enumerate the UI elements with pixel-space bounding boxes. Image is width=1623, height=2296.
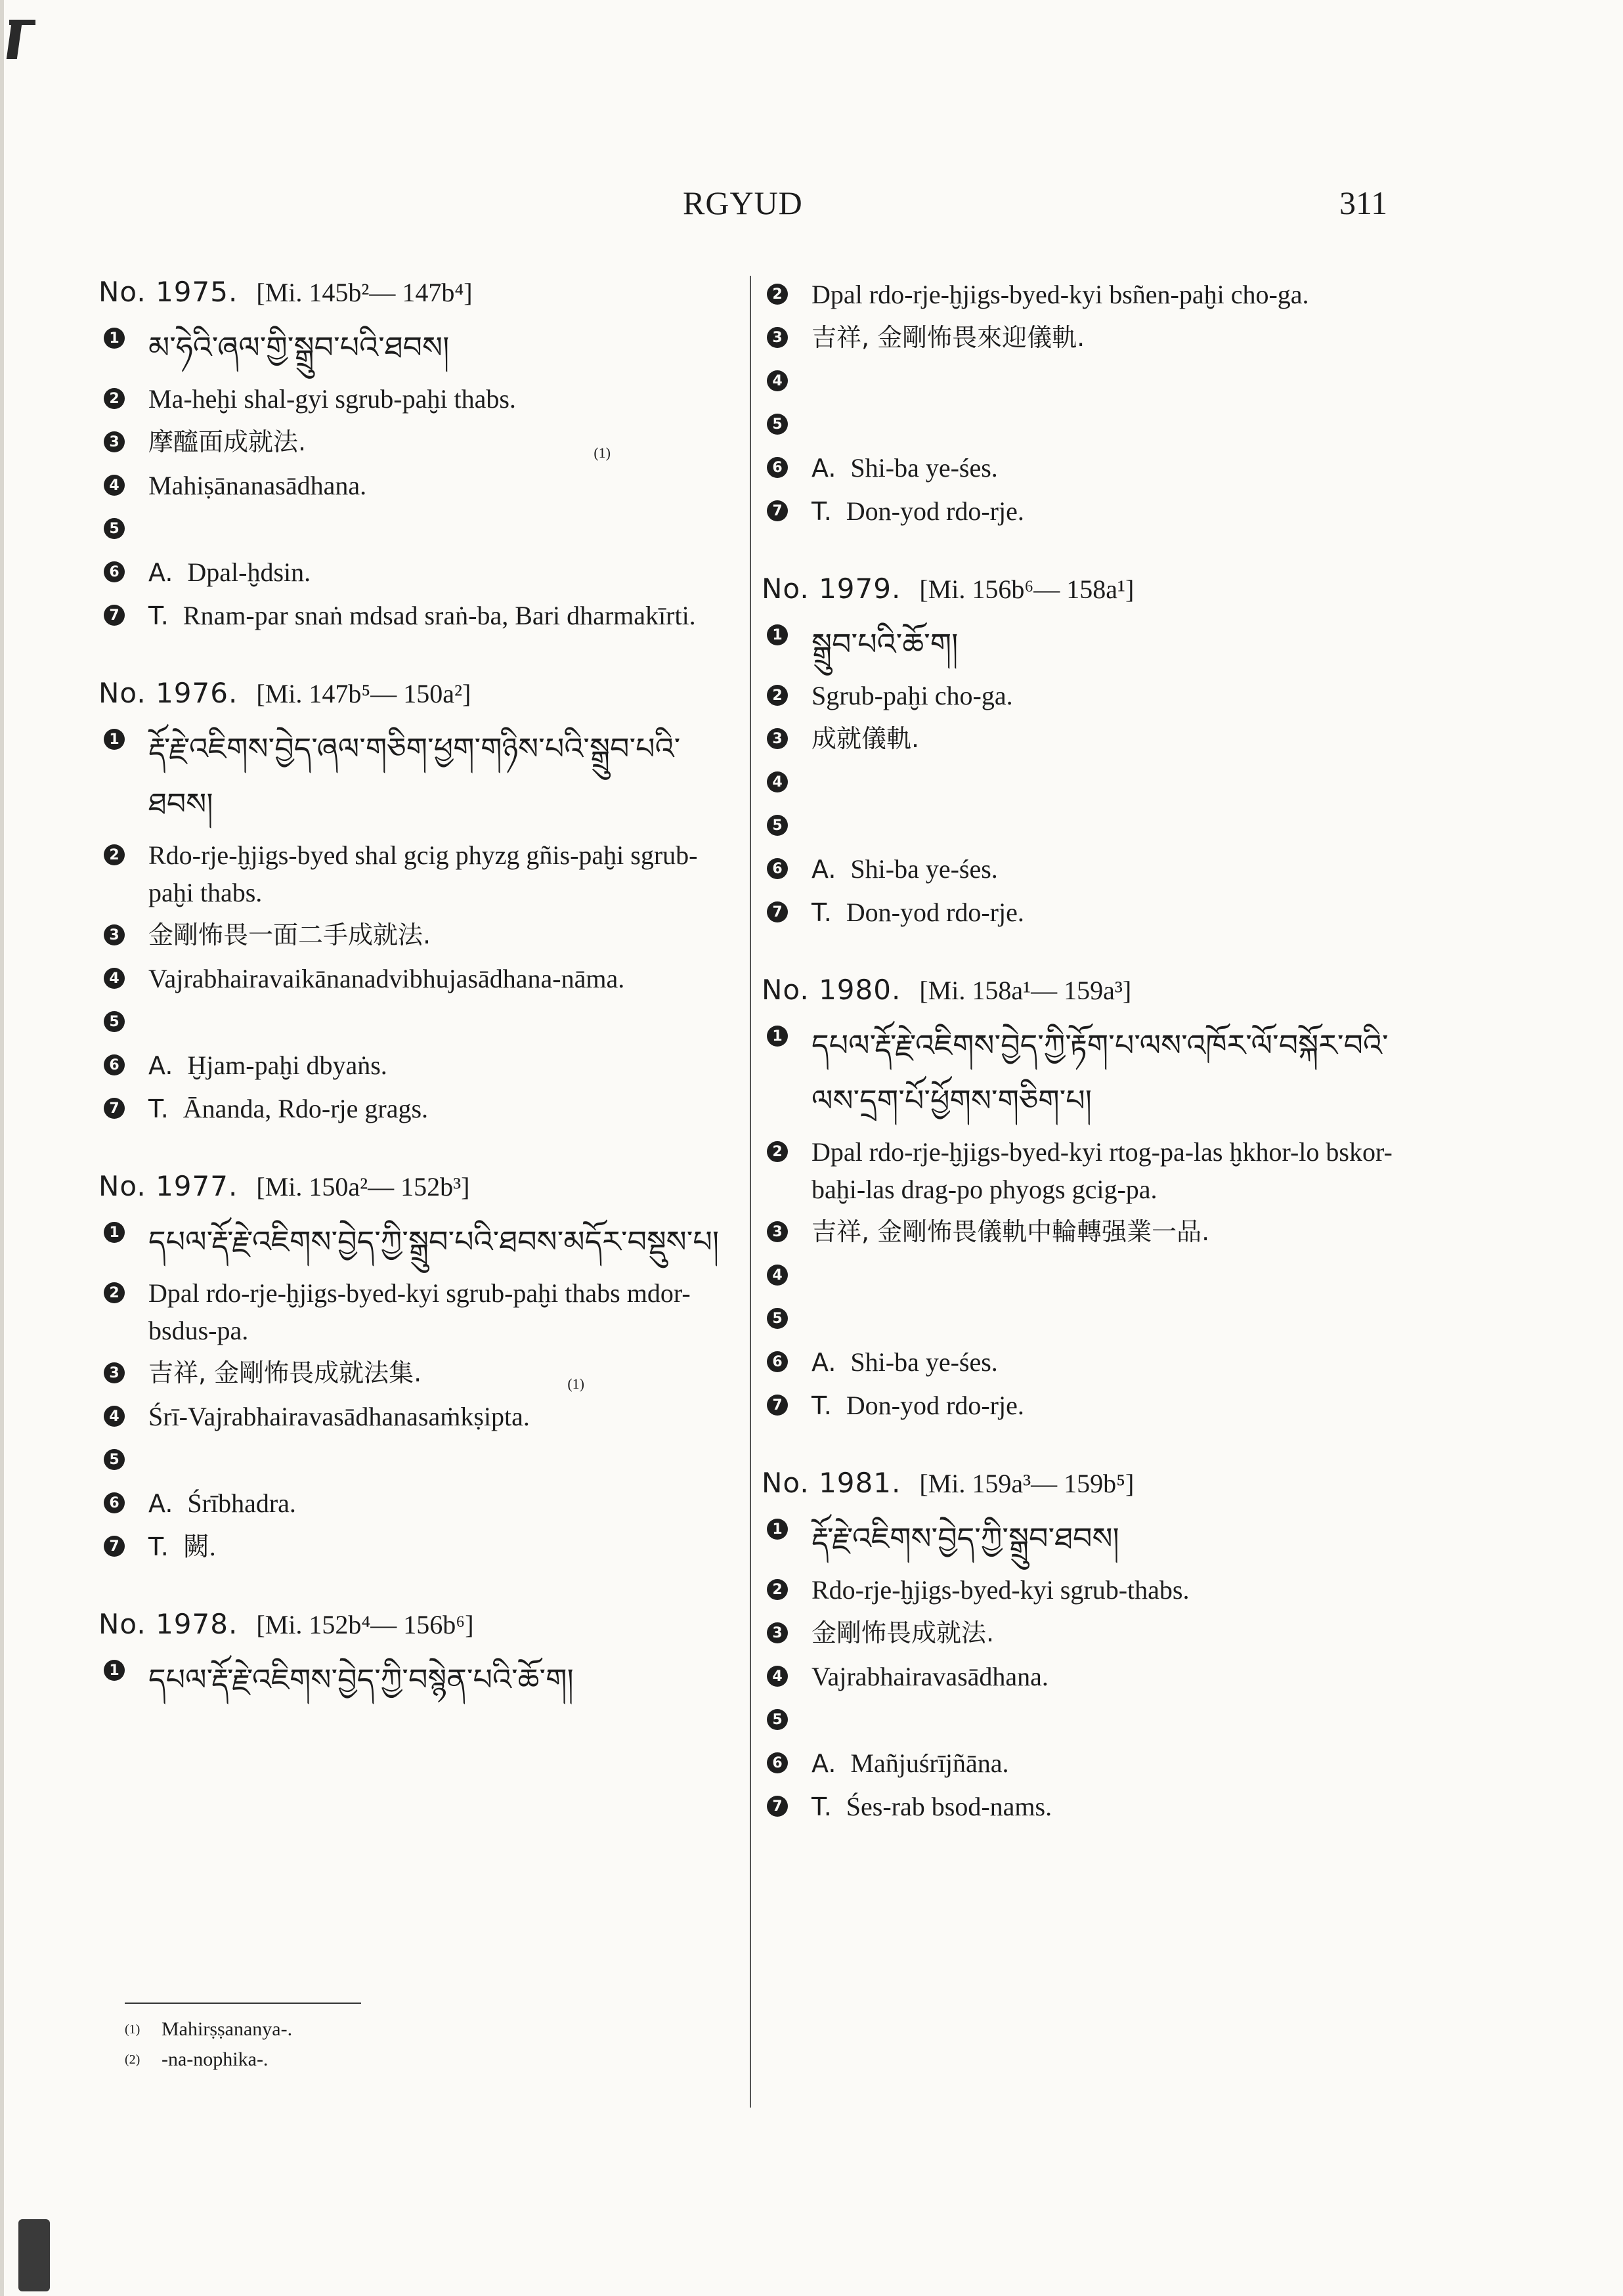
field-author (98, 1484, 742, 1523)
field-marker: 7 (767, 901, 788, 922)
sanskrit-title: Vajrabhairavaikānanadvibhujasādhana-nāma. (148, 964, 625, 993)
field-marker: 6 (767, 1351, 788, 1372)
author-label: A. (812, 1749, 836, 1778)
sanskrit-title (148, 444, 742, 504)
field-5 (98, 510, 742, 548)
field-marker: 7 (767, 500, 788, 521)
tibetan-title: མ་ཧེའི་ཞལ་གྱི་སྒྲུབ་པའི་ཐབས། (148, 330, 450, 365)
right-column (762, 276, 1418, 1868)
field-marker: 3 (104, 431, 125, 452)
entry-folio-ref: [Mi. 152b⁴— 156b⁶] (256, 1610, 474, 1639)
field-marker: 2 (104, 388, 125, 409)
sanskrit-title: Vajrabhairavasādhana. (812, 1662, 1049, 1691)
tibetan-title: རྡོ་རྗེ་འཇིགས་བྱེད་ཞལ་གཅིག་ཕྱག་གཉིས་པའི་སྒྲུབ་པའི་ཐབས། (148, 731, 681, 821)
author-label: A. (148, 558, 173, 587)
field-5 (98, 1003, 742, 1041)
entry-heading (762, 573, 1418, 605)
field-marker: 2 (767, 685, 788, 706)
field-author (762, 1343, 1418, 1381)
field-marker: 3 (767, 327, 788, 348)
translator-name: 闕. (183, 1532, 216, 1561)
running-title: RGYUD (683, 184, 803, 221)
field-transliteration (98, 380, 742, 418)
sanskrit-title (148, 1375, 742, 1435)
field-transliteration (98, 1274, 742, 1349)
field-marker: 2 (104, 844, 125, 865)
field-marker: 6 (104, 561, 125, 582)
catalog-entry (762, 974, 1418, 1425)
field-author (762, 1744, 1418, 1783)
field-sanskrit-title (98, 444, 742, 505)
chinese-title: 吉祥, 金剛怖畏儀軌中輪轉强業一品. (812, 1217, 1210, 1246)
field-chinese-title (762, 1614, 1418, 1653)
field-5 (762, 1300, 1418, 1338)
field-marker: 5 (767, 815, 788, 836)
column-divider (750, 276, 751, 2108)
field-transliteration (762, 1133, 1418, 1208)
field-marker: 7 (104, 605, 125, 626)
catalog-entry (762, 1467, 1418, 1826)
field-tibetan-title (98, 1652, 742, 1707)
entry-number: No. 1981. (762, 1467, 901, 1499)
field-marker: 5 (104, 1011, 125, 1032)
entry-heading (98, 677, 742, 709)
field-marker: 3 (104, 1362, 125, 1383)
field-chinese-title (98, 1354, 742, 1393)
field-marker: 6 (104, 1492, 125, 1513)
entry-heading (98, 1608, 742, 1640)
translator-label: T. (148, 1094, 169, 1123)
field-transliteration (762, 677, 1418, 715)
author-label: A. (148, 1051, 173, 1080)
author-label: A. (812, 454, 836, 483)
field-author (762, 449, 1418, 487)
field-marker: 1 (104, 729, 125, 750)
transliteration: Dpal rdo-rje-ḫjigs-byed-kyi rtog-pa-las ḫkhor-lo bskor-baḫi-las drag-po phyogs gcig-pa. (812, 1137, 1393, 1204)
tibetan-title: དཔལ་རྡོ་རྗེ་འཇིགས་བྱེད་ཀྱི་བསྙེན་པའི་ཆོ་ག། (148, 1662, 574, 1697)
entry-folio-ref: [Mi. 147b⁵— 150a²] (256, 679, 471, 708)
field-marker: 6 (767, 457, 788, 478)
sanskrit-title-text: Śrī-Vajrabhairavasādhanasaṁkṣipta. (148, 1402, 530, 1431)
translator-label: T. (148, 1532, 169, 1561)
sanskrit-title-text: Mahiṣānanasādhana. (148, 471, 367, 500)
field-5 (762, 807, 1418, 845)
field-sanskrit-title (762, 1658, 1418, 1696)
translator-label: T. (812, 497, 832, 526)
transliteration: Sgrub-paḫi cho-ga. (812, 681, 1013, 710)
entry-number: No. 1978. (98, 1608, 238, 1640)
footnote-text: Mahirṣṣananya-. (162, 2018, 293, 2040)
field-tibetan-title (98, 1214, 742, 1269)
chinese-title: 金剛怖畏成就法. (812, 1618, 995, 1647)
entry-heading (762, 974, 1418, 1006)
field-marker: 6 (767, 858, 788, 879)
entry-heading (762, 1467, 1418, 1499)
field-marker: 4 (767, 1265, 788, 1286)
footnotes (125, 2003, 519, 2075)
entry-folio-ref: [Mi. 159a³— 159b⁵] (919, 1469, 1135, 1498)
field-tibetan-title (762, 617, 1418, 672)
author-name: Dpal-ḫdsin. (187, 557, 311, 587)
author-name: Ḫjam-paḫi dbyaṅs. (187, 1051, 387, 1080)
transliteration: Rdo-rje-ḫjigs-byed shal gcig phyzg gñis-paḫi sgrub-paḫi thabs. (148, 840, 698, 907)
field-translator (98, 597, 742, 635)
translator-name: Rnam-par snaṅ mdsad sraṅ-ba, Bari dharmakīrti. (183, 601, 696, 630)
field-marker: 4 (767, 370, 788, 391)
catalog-entry (762, 573, 1418, 932)
scan-corner-mark-bar (9, 20, 35, 25)
field-chinese-title (762, 1213, 1418, 1251)
field-marker: 4 (104, 1406, 125, 1427)
field-translator (762, 894, 1418, 932)
page-number: 311 (1339, 184, 1388, 221)
footnote-ref: (1) (567, 1375, 584, 1392)
field-marker: 4 (104, 475, 125, 496)
field-translator (762, 492, 1418, 531)
field-sanskrit-title (98, 960, 742, 998)
entry-heading (98, 276, 742, 308)
field-translator (98, 1090, 742, 1128)
chinese-title: 金剛怖畏一面二手成就法. (148, 921, 431, 949)
field-tibetan-title (98, 320, 742, 375)
chinese-title: 吉祥, 金剛怖畏成就法集. (148, 1358, 422, 1387)
chinese-title: 吉祥, 金剛怖畏來迎儀軌. (812, 323, 1085, 352)
field-marker: 5 (767, 1308, 788, 1329)
author-name: Shi-ba ye-śes. (850, 453, 998, 483)
field-sanskrit-title (762, 1257, 1418, 1295)
footnote-text: -na-nophika-. (162, 2048, 269, 2070)
footnote (125, 2014, 519, 2045)
author-name: Mañjuśrījñāna. (850, 1748, 1009, 1778)
field-chinese-title (98, 917, 742, 955)
entry-folio-ref: [Mi. 156b⁶— 158a¹] (919, 574, 1135, 604)
entry-folio-ref: [Mi. 150a²— 152b³] (256, 1172, 470, 1202)
field-translator (762, 1387, 1418, 1425)
field-tibetan-title (98, 721, 742, 831)
field-marker: 2 (767, 1579, 788, 1600)
field-marker: 7 (104, 1536, 125, 1557)
field-marker: 5 (767, 1709, 788, 1730)
field-5 (98, 1441, 742, 1479)
catalog-entry (98, 1170, 742, 1566)
footnote-mark: (1) (125, 2022, 141, 2037)
translator-name: Don-yod rdo-rje. (846, 1391, 1024, 1420)
translator-label: T. (812, 1391, 832, 1420)
chinese-title: 成就儀軌. (812, 724, 920, 753)
author-label: A. (812, 1348, 836, 1377)
field-translator (98, 1528, 742, 1566)
entry-heading (98, 1170, 742, 1202)
catalog-entry (98, 1608, 742, 1707)
scan-edge (0, 0, 4, 2296)
catalog-entry (98, 276, 742, 635)
field-5 (762, 1701, 1418, 1739)
field-marker: 2 (767, 1141, 788, 1162)
field-marker: 6 (104, 1054, 125, 1075)
field-marker: 2 (104, 1282, 125, 1303)
entry-number: No. 1975. (98, 276, 238, 308)
field-translator (762, 1788, 1418, 1826)
footnote-rule (125, 2003, 361, 2004)
entry-folio-ref: [Mi. 145b²— 147b⁴] (256, 278, 473, 307)
translator-name: Ānanda, Rdo-rje grags. (183, 1094, 429, 1123)
translator-label: T. (148, 601, 169, 630)
translator-name: Śes-rab bsod-nams. (846, 1792, 1052, 1821)
entry-number: No. 1979. (762, 573, 901, 605)
field-sanskrit-title (98, 1375, 742, 1436)
translator-name: Don-yod rdo-rje. (846, 496, 1024, 526)
field-author (762, 850, 1418, 888)
translator-name: Don-yod rdo-rje. (846, 898, 1024, 927)
field-marker: 2 (767, 284, 788, 305)
field-marker: 3 (767, 1622, 788, 1643)
field-5 (762, 406, 1418, 444)
field-marker: 1 (767, 624, 788, 645)
scan-corner-mark (7, 20, 22, 59)
field-author (98, 1047, 742, 1085)
author-name: Śrībhadra. (187, 1488, 296, 1518)
translator-label: T. (812, 1792, 832, 1821)
field-marker: 3 (767, 1221, 788, 1242)
entry-number: No. 1980. (762, 974, 901, 1006)
field-marker: 3 (104, 924, 125, 945)
field-chinese-title (98, 423, 742, 462)
field-transliteration (762, 1571, 1418, 1609)
field-marker: 7 (767, 1395, 788, 1416)
field-marker: 5 (767, 414, 788, 435)
entry-folio-ref: [Mi. 158a¹— 159a³] (919, 976, 1132, 1005)
field-marker: 1 (104, 328, 125, 349)
author-name: Shi-ba ye-śes. (850, 854, 998, 884)
field-marker: 5 (104, 1449, 125, 1470)
scan-binding-mark (18, 2219, 50, 2291)
field-chinese-title (762, 720, 1418, 758)
field-tibetan-title (762, 1511, 1418, 1566)
chinese-title: 摩醯面成就法. (148, 427, 307, 456)
tibetan-title: སྒྲུབ་པའི་ཆོ་ག། (812, 626, 959, 662)
tibetan-title: དཔལ་རྡོ་རྗེ་འཇིགས་བྱེད་ཀྱི་རྟོག་པ་ལས་འཁོར་ལོ་བསྐོར་བའི་ལས་དྲག་པོ་ཕྱོགས་གཅིག་པ། (812, 1028, 1389, 1118)
footnote-mark: (2) (125, 2052, 141, 2067)
field-marker: 1 (767, 1026, 788, 1047)
tibetan-title: དཔལ་རྡོ་རྗེ་འཇིགས་བྱེད་ཀྱི་སྒྲུབ་པའི་ཐབས་མདོར་བསྡུས་པ། (148, 1224, 720, 1259)
field-transliteration (762, 276, 1418, 314)
author-label: A. (148, 1489, 173, 1518)
entry-number: No. 1976. (98, 677, 238, 709)
field-sanskrit-title (762, 764, 1418, 802)
field-marker: 5 (104, 518, 125, 539)
catalog-entry (98, 677, 742, 1128)
field-author (98, 553, 742, 592)
translator-label: T. (812, 898, 832, 927)
field-marker: 1 (104, 1222, 125, 1243)
field-marker: 4 (104, 968, 125, 989)
field-marker: 1 (104, 1660, 125, 1681)
tibetan-title: རྡོ་རྗེ་འཇིགས་བྱེད་ཀྱི་སྒྲུབ་ཐབས། (812, 1521, 1119, 1556)
field-marker: 3 (767, 728, 788, 749)
transliteration: Dpal rdo-rje-ḫjigs-byed-kyi bsñen-paḫi cho-ga. (812, 280, 1309, 309)
transliteration: Dpal rdo-rje-ḫjigs-byed-kyi sgrub-paḫi thabs mdor-bsdus-pa. (148, 1278, 691, 1345)
catalog-entry-continued (762, 276, 1418, 531)
author-name: Shi-ba ye-śes. (850, 1347, 998, 1377)
field-marker: 7 (767, 1796, 788, 1817)
footnote (125, 2045, 519, 2075)
transliteration: Ma-heḫi shal-gyi sgrub-paḫi thabs. (148, 384, 516, 414)
field-marker: 6 (767, 1752, 788, 1773)
field-transliteration (98, 836, 742, 911)
entry-number: No. 1977. (98, 1170, 238, 1202)
transliteration: Rdo-rje-ḫjigs-byed-kyi sgrub-thabs. (812, 1575, 1190, 1605)
field-tibetan-title (762, 1018, 1418, 1128)
field-sanskrit-title (762, 362, 1418, 401)
footnote-ref: (1) (594, 444, 611, 461)
left-column (98, 276, 742, 1749)
page-header (0, 184, 1623, 230)
author-label: A. (812, 855, 836, 884)
field-marker: 7 (104, 1098, 125, 1119)
field-marker: 4 (767, 771, 788, 792)
field-marker: 1 (767, 1519, 788, 1540)
field-marker: 4 (767, 1666, 788, 1687)
field-chinese-title (762, 319, 1418, 357)
